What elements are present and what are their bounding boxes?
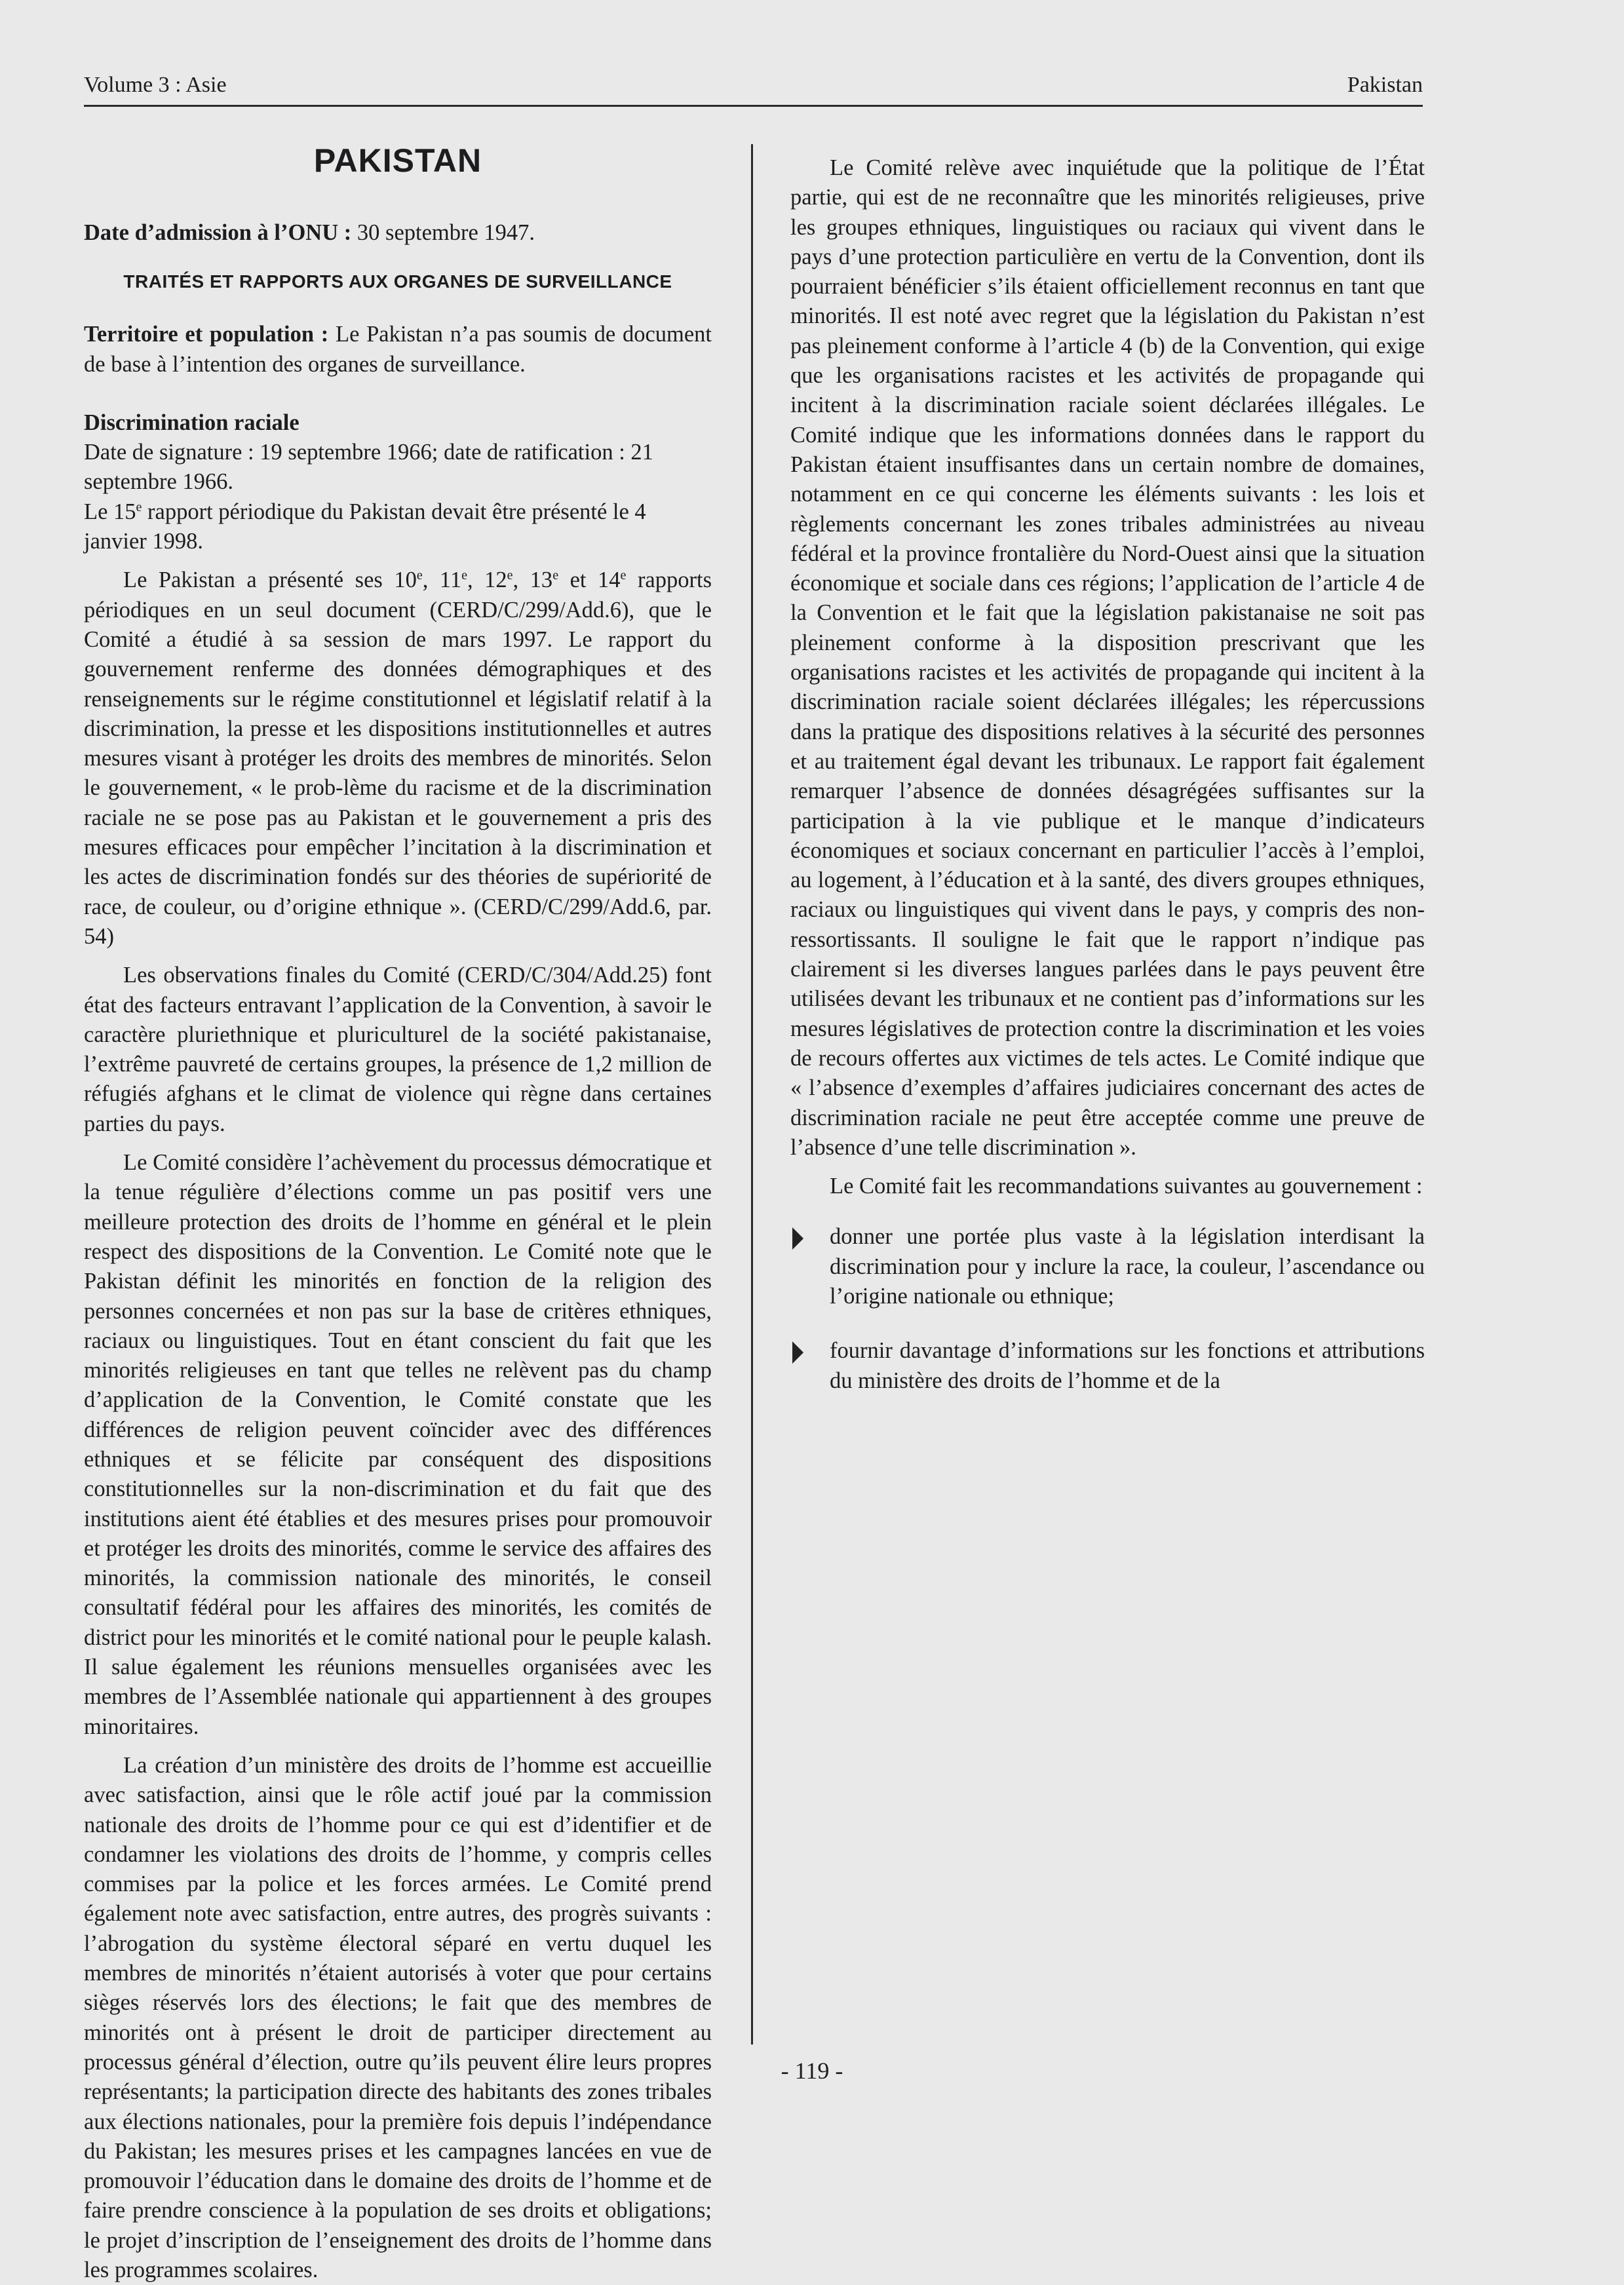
triangle-arrow-icon [790,1340,805,1365]
report-due-text: rapport périodique du Pakistan devait être présenté le 4 janvier 1998. [84,499,646,554]
admission-label: Date d’admission à l’ONU : [84,220,352,245]
left-column [84,141,712,2285]
racial-discrimination-heading: Discrimination raciale [84,410,300,435]
paragraph-ministry: La création d’un ministère des droits de l’homme est accueillie avec satisfaction, ainsi que le rôle actif joué par la commission nationale des droits de l’homme pour ce qui est d’identifier et de condamner les violations des droits de l’homme, y compris celles commises par la police et les forces armées. Le Comité prend également note avec satisfaction, entre autres, des progrès suivants : l’abrogation du système électoral séparé en vertu duquel les membres de minorités n’étaient autorisés à voter que pour certains sièges réservés lors des élections; le fait que des membres de minorités ont à présent le droit de participer directement au processus général d’élection, outre qu’ils peuvent élire leurs propres représentants; la participation directe des habitants des zones tribales aux élections nationales, pour la première fois depuis l’indépendance du Pakistan; les mesures prises et les campagnes lancées en vue de promouvoir l’éducation dans le domaine des droits de l’homme et de faire prendre conscience à la population de ses droits et obligations; le projet d’inscription de l’enseignement des droits de l’homme dans les programmes scolaires. [84,1752,712,2282]
section-heading: TRAITÉS ET RAPPORTS AUX ORGANES DE SURVEILLANCE [123,271,672,292]
ordinal-sup: e [416,568,423,583]
paragraph-concerns: Le Comité relève avec inquiétude que la politique de l’État partie, qui est de ne reconnaître que les minorités religieuses, prive les groupes ethniques, linguistiques ou raciaux qui vivent dans le pays d’une protection particulière en vertu de la Convention, dont ils pourraient bénéficier s’ils étaient officiellement reconnus en tant que minorités. Il est noté avec regret que la législation du Pakistan n’est pas pleinement conforme à l’article 4 (b) de la Convention, qui exige que les organisations racistes et les activités de propagande qui incitent à la discrimination raciale soient déclarées illégales. Le Comité indique que les informations données dans le rapport du Pakistan étaient insuffisantes dans un certain nombre de domaines, notamment en ce qui concerne les éléments suivants : les lois et règlements concernant les zones tribales administrées au niveau fédéral et la province frontalière du Nord-Ouest ainsi que la situation économique et sociale dans ces régions; l’application de l’article 4 de la Convention et le fait que la législation pakistanaise ne soit pas pleinement conforme à la disposition prescrivant que les organisations racistes et les activités de propagande qui incitent à la discrimination raciale soient déclarées illégales; les répercussions dans la pratique des dispositions relatives à la sécurité des personnes et au traitement égal devant les tribunaux. Le rapport fait également remarquer l’absence de données désagrégées suffisantes sur la participation à la vie publique et le manque d’indicateurs économiques et sociaux concernant en particulier l’accès à l’emploi, au logement, à l’éducation et à la santé, des divers groupes ethniques, raciaux ou linguistiques qui vivent dans le pays, y compris des non-ressortissants. Il souligne le fait que le rapport n’indique pas clairement si les diverses langues parlées dans le pays peuvent être utilisées devant les tribunaux et ne contient pas d’informations sur les mesures législatives de protection contre la discrimination et les voies de recours offertes aux victimes de tels actes. Le Comité indique que « l’absence d’exemples d’affaires judiciaires concernant des actes de discrimination raciale ne peut être acceptée comme une preuve de l’absence d’une telle discrimination ». [790,155,1425,1160]
paragraph-text: Le Pakistan a présenté ses 10 [123,567,417,593]
page-title: PAKISTAN [313,142,482,179]
territory-paragraph [84,320,712,379]
paragraph-reports [84,566,712,951]
list-item-text: donner une portée plus vaste à la législation interdisant la discrimination pour y inclure la race, la couleur, l’ascendance ou l’origine nationale ou ethnique; [830,1224,1425,1309]
paragraph-text: , 11 [422,567,462,593]
ordinal-sup: e [507,568,513,583]
list-item [790,1336,1425,1396]
paragraph-text: et 14 [558,567,621,593]
paragraph-observations: Les observations finales du Comité (CERD/C/304/Add.25) font état des facteurs entravant l’application de la Convention, à savoir le caractère pluriethnique et pluriculturel de la société pakistanaise, l’extrême pauvreté de certains groupes, la présence de 1,2 million de réfugiés afghans et le climat de violence qui règne dans certaines parties du pays. [84,963,712,1136]
column-divider [751,144,753,2045]
running-header-country: Pakistan [1347,73,1423,97]
running-header-volume: Volume 3 : Asie [84,73,227,97]
paragraph-text: rapports périodiques en un seul document (CERD/C/299/Add.6), que le Comité a étudié à sa session de mars 1997. Le rapport du gouvernement renferme des données démographiques et des renseignements sur le régime constitutionnel et législatif relatif à la discrimination, la presse et les dispositions institutionnelles et autres mesures visant à protéger les droits des membres de minorités. Selon le gouvernement, « le prob-lème du racisme et de la discrimination raciale ne se pose pas au Pakistan et le gouvernement a pris des mesures efficaces pour empêcher l’incitation à la discrimination et les actes de discrimination fondés sur des théories de supériorité de race, de couleur, ou d’origine ethnique ». (CERD/C/299/Add.6, par. 54) [84,567,712,949]
ordinal-sup: e [136,499,142,514]
signature-dates: Date de signature : 19 septembre 1966; date de ratification : 21 septembre 1966. [84,440,653,495]
report-due-text: Le 15 [84,499,136,524]
paragraph-democratic-process: Le Comité considère l’achèvement du processus démocratique et la tenue régulière d’élections comme un pas positif vers une meilleure protection des droits de l’homme en général et le plein respect des dispositions de la Convention. Le Comité note que le Pakistan définit les minorités en fonction de la religion des personnes concernées et non pas sur la base de critères ethniques, raciaux ou linguistiques. Tout en étant conscient du fait que les minorités religieuses en tant que telles ne relèvent pas du champ d’application de la Convention, le Comité constate que les différences de religion peuvent coïncider avec des différences ethniques et se félicite par conséquent des dispositions constitutionnelles sur la non-discrimination et du fait que des institutions aient été établies et des mesures prises pour promouvoir et protéger les droits des minorités, comme le service des affaires des minorités, la commission nationale des minorités, le conseil consultatif fédéral pour les affaires des minorités, les comités de district pour les minorités et le comité national pour le peuple kalash. Il salue également les réunions mensuelles organisées avec les membres de l’Assemblée nationale qui appartiennent à des groupes minoritaires. [84,1150,712,1739]
admission-date: 30 septembre 1947. [351,220,535,245]
triangle-arrow-icon [790,1226,805,1251]
territory-text: Le Pakistan n’a pas soumis de document de base à l’intention des organes de surveillance. [84,322,712,377]
paragraph-recommendations-intro: Le Comité fait les recommandations suivantes au gouvernement : [830,1174,1423,1199]
recommendations-list [790,1222,1425,1395]
right-column [790,144,1425,1421]
paragraph-text: , 12 [467,567,507,593]
ordinal-sup: e [552,568,559,583]
list-item-text: fournir davantage d’informations sur les fonctions et attributions du ministère des droits de l’homme et de la [830,1338,1425,1393]
report-due-line [84,497,712,557]
list-item [790,1222,1425,1311]
territory-label: Territoire et population : [84,322,329,347]
header-rule [84,105,1423,107]
ordinal-sup: e [620,568,627,583]
admission-line [84,218,712,248]
ordinal-sup: e [461,568,467,583]
page-number: - 119 - [781,2058,843,2084]
paragraph-text: , 13 [512,567,553,593]
running-header [84,72,1423,98]
